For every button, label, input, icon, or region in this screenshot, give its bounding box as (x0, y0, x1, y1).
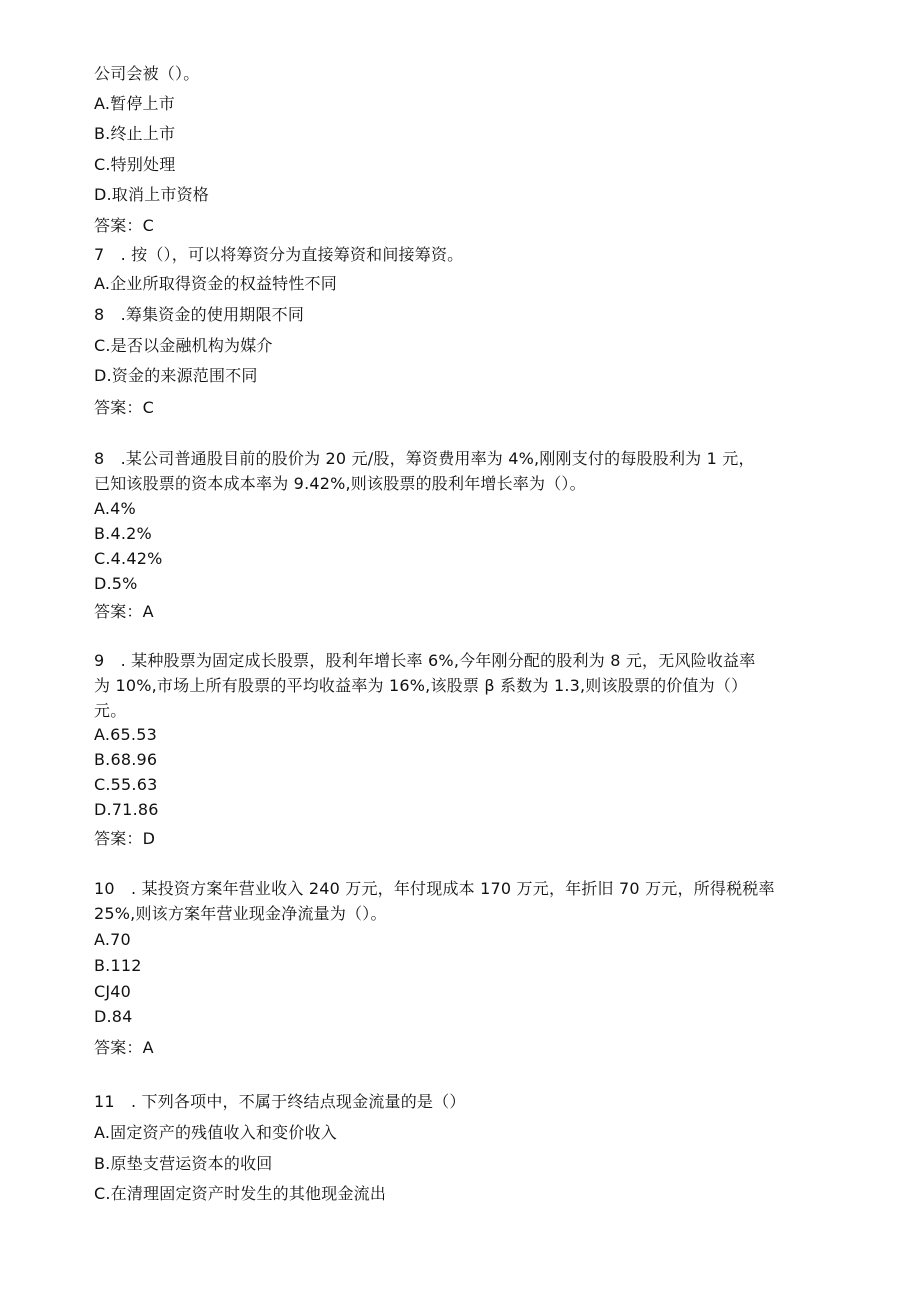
question-text: 10 . 某投资方案年营业收入 240 万元，年付现成本 170 万元，年折旧 70 万元，所得税税率 (94, 879, 775, 898)
question-text: 8 .某公司普通股目前的股价为 20 元/股，筹资费用率为 4%,刚刚支付的每股股利为 1 元， (94, 449, 755, 468)
answer-text: 答案：A (94, 1038, 154, 1057)
option-b: B.4.2% (94, 524, 152, 543)
option-c: C.特别处理 (94, 155, 176, 174)
option-d: D.资金的来源范围不同 (94, 366, 258, 385)
option-c: C.是否以金融机构为媒介 (94, 336, 273, 355)
option-b: B.原垫支营运资本的收回 (94, 1154, 273, 1173)
option-c: C.55.63 (94, 775, 158, 794)
option-d: D.84 (94, 1007, 133, 1026)
option-a: A.65.53 (94, 725, 157, 744)
option-a: A.企业所取得资金的权益特性不同 (94, 274, 337, 293)
answer-text: 答案：A (94, 602, 154, 621)
option-d: D.71.86 (94, 800, 159, 819)
question-text-continued: 25%,则该方案年营业现金净流量为（）。 (94, 904, 387, 923)
option-b: B.68.96 (94, 750, 158, 769)
option-b: 8 .筹集资金的使用期限不同 (94, 305, 305, 324)
question-text: 公司会被（）。 (94, 64, 200, 83)
question-text-continued: 为 10%,市场上所有股票的平均收益率为 16%,该股票 β 系数为 1.3,则该股票的价值为（） (94, 676, 748, 695)
option-d: D.取消上市资格 (94, 185, 210, 204)
answer-text: 答案：C (94, 216, 154, 235)
question-text-continued: 已知该股票的资本成本率为 9.42%,则该股票的股利年增长率为（）。 (94, 474, 586, 493)
question-text-continued: 元。 (94, 701, 127, 720)
question-text: 7 . 按（），可以将筹资分为直接筹资和间接筹资。 (94, 245, 464, 264)
option-a: A.暂停上市 (94, 94, 175, 113)
option-d: D.5% (94, 574, 138, 593)
question-text: 11 . 下列各项中，不属于终结点现金流量的是（） (94, 1092, 466, 1111)
question-text: 9 . 某种股票为固定成长股票，股利年增长率 6%,今年刚分配的股利为 8 元，无风险收益率 (94, 651, 756, 670)
answer-text: 答案：D (94, 829, 156, 848)
option-a: A.4% (94, 499, 136, 518)
option-a: A.70 (94, 930, 131, 949)
option-b: B.终止上市 (94, 124, 176, 143)
option-c: C.4.42% (94, 549, 163, 568)
answer-text: 答案：C (94, 398, 154, 417)
option-c: CJ40 (94, 982, 132, 1001)
option-a: A.固定资产的残值收入和变价收入 (94, 1123, 337, 1142)
option-c: C.在清理固定资产时发生的其他现金流出 (94, 1184, 387, 1203)
option-b: B.112 (94, 956, 142, 975)
